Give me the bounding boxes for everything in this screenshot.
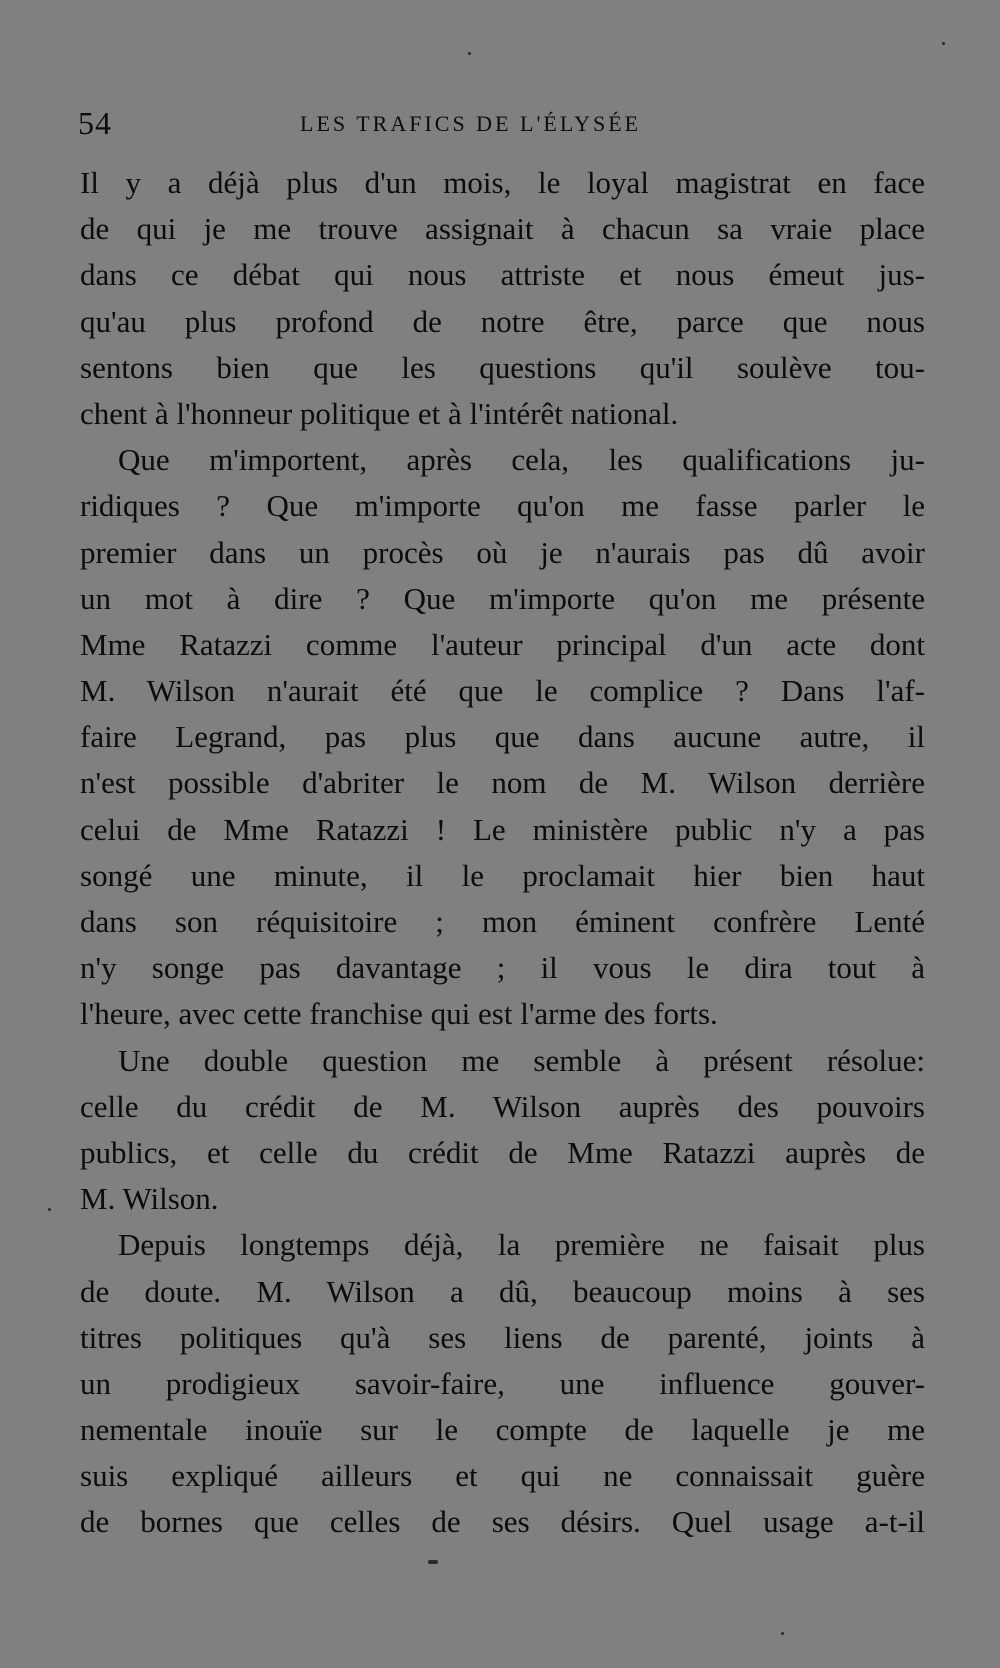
page-number: 54 <box>78 105 112 141</box>
paragraph <box>80 437 925 1037</box>
text-line: de doute. M. Wilson a dû, beaucoup moins à ses <box>80 1273 925 1309</box>
scan-speck <box>468 52 471 55</box>
scan-speck <box>48 1208 51 1211</box>
text-line: n'y songe pas davantage ; il vous le dira tout à <box>80 950 925 986</box>
text-line: celui de Mme Ratazzi ! Le ministère public n'y a pas <box>80 811 925 847</box>
text-line: Il y a déjà plus d'un mois, le loyal magistrat en face <box>80 165 925 200</box>
text-line: Que m'importent, après cela, les qualifications ju- <box>118 442 925 478</box>
text-line: suis expliqué ailleurs et qui ne connaissait guère <box>80 1458 925 1494</box>
page-header <box>78 105 938 145</box>
paragraph <box>80 1222 925 1545</box>
text-line: l'heure, avec cette franchise qui est l'arme des forts. <box>80 996 718 1032</box>
scan-speck <box>781 1632 784 1635</box>
text-line: de bornes que celles de ses désirs. Quel usage a-t-il <box>80 1504 925 1540</box>
text-line: ridiques ? Que m'importe qu'on me fasse parler le <box>80 488 925 524</box>
text-line: M. Wilson n'aurait été que le complice ? Dans l'af- <box>80 673 925 709</box>
text-line: un prodigieux savoir-faire, une influence gouver- <box>80 1365 925 1401</box>
text-line: de qui je me trouve assignait à chacun sa vraie place <box>80 211 925 247</box>
text-line: dans son réquisitoire ; mon éminent confrère Lenté <box>80 904 925 939</box>
text-line: dans ce débat qui nous attriste et nous émeut jus- <box>80 257 925 293</box>
text-line: un mot à dire ? Que m'importe qu'on me présente <box>80 580 925 616</box>
running-head: LES TRAFICS DE L'ÉLYSÉE <box>300 111 642 136</box>
paragraph <box>80 160 925 437</box>
text-line: M. Wilson. <box>80 1181 219 1217</box>
text-line: nementale inouïe sur le compte de laquelle je me <box>80 1412 925 1448</box>
text-line: publics, et celle du crédit de Mme Ratazzi auprès de <box>80 1134 925 1170</box>
scan-speck <box>942 42 945 45</box>
text-line: premier dans un procès où je n'aurais pas dû avoir <box>80 534 925 570</box>
body-text <box>80 160 925 1546</box>
text-line: songé une minute, il le proclamait hier bien haut <box>80 857 925 893</box>
text-line: Mme Ratazzi comme l'auteur principal d'un acte dont <box>80 626 925 662</box>
text-line: n'est possible d'abriter le nom de M. Wilson derrière <box>80 765 925 801</box>
text-line: sentons bien que les questions qu'il soulève tou- <box>80 349 925 385</box>
text-line: faire Legrand, pas plus que dans aucune autre, il <box>80 719 925 755</box>
text-line: Depuis longtemps déjà, la première ne faisait plus <box>118 1227 925 1263</box>
text-line: Une double question me semble à présent résolue: <box>118 1042 925 1078</box>
text-line: celle du crédit de M. Wilson auprès des pouvoirs <box>80 1088 925 1124</box>
text-line: chent à l'honneur politique et à l'intérêt national. <box>80 395 679 431</box>
text-line: qu'au plus profond de notre être, parce que nous <box>80 303 925 339</box>
scan-speck <box>428 1560 438 1564</box>
text-line: titres politiques qu'à ses liens de parenté, joints à <box>80 1319 925 1355</box>
paragraph <box>80 1038 925 1223</box>
